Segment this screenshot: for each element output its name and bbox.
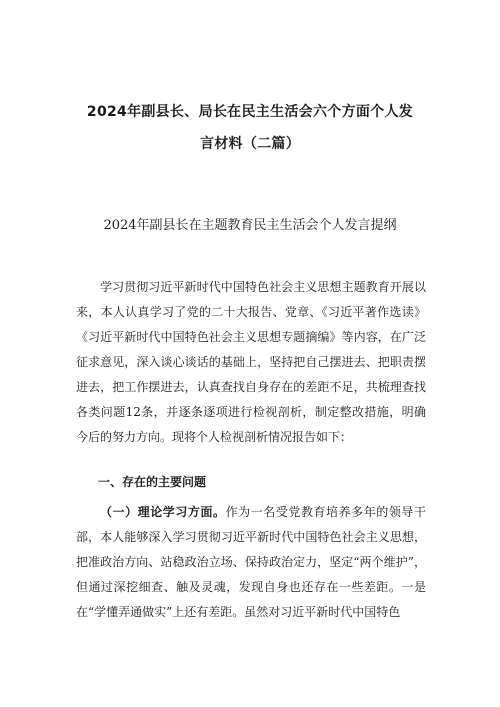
document-subtitle: 2024年副县长在主题教育民主生活会个人发言提纲 xyxy=(103,218,397,233)
document-title-line-2: 言材料（二篇） xyxy=(199,136,301,152)
section-paragraph-text: 作为一名受党教育培养多年的领导干部，本人能够深入学习贯彻习近平新时代中国特色社会主义思想，把准政治方向、站稳政治立场、保持政治定力，坚定“两个维护”，但通过深挖细查、触及灵魂，发现自身也还存在一些差距。一是在“学懂弄通做实”上还有差距。虽然对习近平新时代中国特色 xyxy=(76,505,426,619)
subsection-heading: （一）理论学习方面。 xyxy=(100,505,226,519)
document-title-line-1: 2024年副县长、局长在民主生活会六个方面个人发 xyxy=(86,104,414,120)
section-heading: 一、存在的主要问题 xyxy=(98,475,207,489)
section-paragraph xyxy=(76,500,426,625)
intro-paragraph: 学习贯彻习近平新时代中国特色社会主义思想主题教育开展以来，本人认真学习了党的二十大报告、党章、《习近平著作选读》《习近平新时代中国特色社会主义思想专题摘编》等内容，在广泛征求意见，深入谈心谈话的基础上，坚持把自己摆进去、把职责摆进去，把工作摆进去，认真查找自身存在的差距不足，共梳理查找各类问题12条，并逐条逐项进行检视剖析，制定整改措施，明确今后的努力方向。现将个人检视剖析情况报告如下： xyxy=(76,280,426,444)
